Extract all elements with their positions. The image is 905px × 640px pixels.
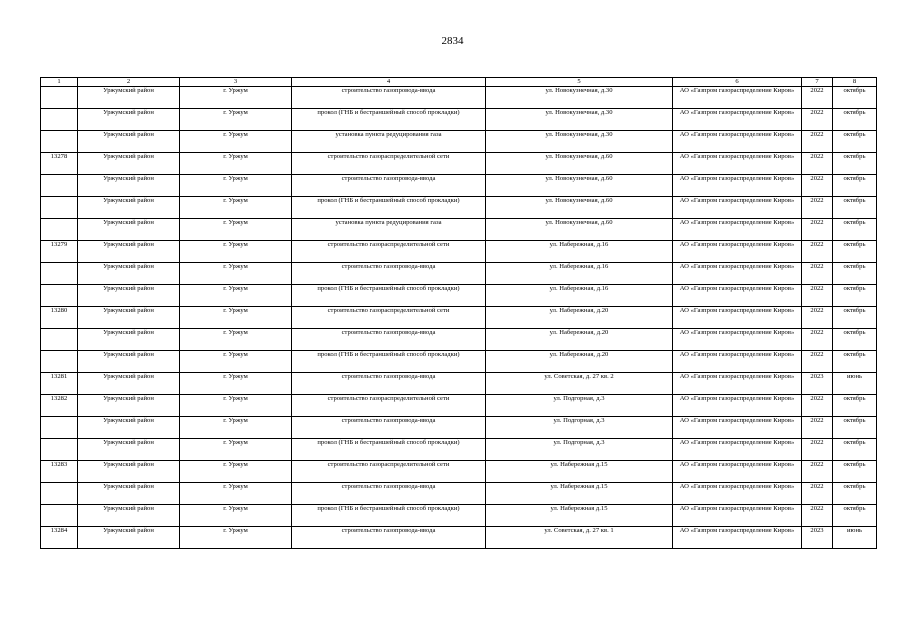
cell-organization: АО «Газпром газораспределение Киров» xyxy=(673,505,802,527)
cell-month: октябрь xyxy=(833,219,877,241)
cell-address: ул. Набережная, д.20 xyxy=(486,307,673,329)
cell-district: Уржумский район xyxy=(78,241,180,263)
cell-number xyxy=(41,483,78,505)
table-row xyxy=(41,197,877,219)
cell-number xyxy=(41,87,78,109)
column-header-7: 7 xyxy=(802,78,833,87)
cell-organization: АО «Газпром газораспределение Киров» xyxy=(673,131,802,153)
cell-address: ул. Новокузнечная, д.30 xyxy=(486,87,673,109)
cell-month: октябрь xyxy=(833,483,877,505)
table-row xyxy=(41,439,877,461)
cell-district: Уржумский район xyxy=(78,527,180,549)
column-header-3: 3 xyxy=(180,78,292,87)
cell-district: Уржумский район xyxy=(78,395,180,417)
cell-number: 13279 xyxy=(41,241,78,263)
cell-district: Уржумский район xyxy=(78,439,180,461)
cell-organization: АО «Газпром газораспределение Киров» xyxy=(673,351,802,373)
cell-locality: г. Уржум xyxy=(180,527,292,549)
cell-organization: АО «Газпром газораспределение Киров» xyxy=(673,197,802,219)
cell-work-type: прокол (ГНБ и бестраншейный способ прокладки) xyxy=(292,109,486,131)
cell-year: 2022 xyxy=(802,307,833,329)
cell-locality: г. Уржум xyxy=(180,307,292,329)
cell-organization: АО «Газпром газораспределение Киров» xyxy=(673,461,802,483)
cell-address: ул. Набережная, д.16 xyxy=(486,285,673,307)
cell-year: 2022 xyxy=(802,329,833,351)
cell-month: октябрь xyxy=(833,131,877,153)
cell-number xyxy=(41,109,78,131)
cell-work-type: строительство газопровода-ввода xyxy=(292,417,486,439)
cell-work-type: прокол (ГНБ и бестраншейный способ прокладки) xyxy=(292,285,486,307)
page-number: 2834 xyxy=(441,35,464,47)
cell-work-type: прокол (ГНБ и бестраншейный способ прокладки) xyxy=(292,439,486,461)
column-header-4: 4 xyxy=(292,78,486,87)
cell-number: 13280 xyxy=(41,307,78,329)
cell-year: 2022 xyxy=(802,439,833,461)
cell-district: Уржумский район xyxy=(78,285,180,307)
cell-organization: АО «Газпром газораспределение Киров» xyxy=(673,439,802,461)
cell-locality: г. Уржум xyxy=(180,285,292,307)
table-row xyxy=(41,285,877,307)
cell-month: октябрь xyxy=(833,197,877,219)
cell-district: Уржумский район xyxy=(78,505,180,527)
cell-district: Уржумский район xyxy=(78,329,180,351)
cell-work-type: строительство газораспределительной сети xyxy=(292,241,486,263)
cell-work-type: строительство газопровода-ввода xyxy=(292,263,486,285)
cell-number xyxy=(41,263,78,285)
cell-number xyxy=(41,329,78,351)
cell-locality: г. Уржум xyxy=(180,417,292,439)
table-row xyxy=(41,351,877,373)
cell-month: октябрь xyxy=(833,307,877,329)
cell-district: Уржумский район xyxy=(78,109,180,131)
cell-organization: АО «Газпром газораспределение Киров» xyxy=(673,395,802,417)
cell-year: 2023 xyxy=(802,527,833,549)
column-header-1: 1 xyxy=(41,78,78,87)
table-row xyxy=(41,373,877,395)
table-row xyxy=(41,329,877,351)
cell-month: октябрь xyxy=(833,263,877,285)
cell-organization: АО «Газпром газораспределение Киров» xyxy=(673,329,802,351)
cell-address: ул. Советская, д. 27 кв. 1 xyxy=(486,527,673,549)
table-row xyxy=(41,241,877,263)
column-header-2: 2 xyxy=(78,78,180,87)
cell-locality: г. Уржум xyxy=(180,153,292,175)
cell-month: октябрь xyxy=(833,505,877,527)
cell-address: ул. Новокузнечная, д.60 xyxy=(486,219,673,241)
cell-year: 2022 xyxy=(802,219,833,241)
cell-month: октябрь xyxy=(833,329,877,351)
cell-year: 2022 xyxy=(802,351,833,373)
cell-number xyxy=(41,219,78,241)
cell-locality: г. Уржум xyxy=(180,439,292,461)
cell-number xyxy=(41,285,78,307)
cell-work-type: прокол (ГНБ и бестраншейный способ прокладки) xyxy=(292,197,486,219)
cell-address: ул. Набережная, д.16 xyxy=(486,263,673,285)
cell-locality: г. Уржум xyxy=(180,175,292,197)
cell-year: 2022 xyxy=(802,417,833,439)
cell-organization: АО «Газпром газораспределение Киров» xyxy=(673,263,802,285)
cell-year: 2022 xyxy=(802,263,833,285)
cell-year: 2022 xyxy=(802,241,833,263)
cell-month: октябрь xyxy=(833,439,877,461)
cell-address: ул. Новокузнечная, д.60 xyxy=(486,153,673,175)
cell-organization: АО «Газпром газораспределение Киров» xyxy=(673,219,802,241)
table-row xyxy=(41,307,877,329)
cell-locality: г. Уржум xyxy=(180,351,292,373)
cell-address: ул. Набережная, д.20 xyxy=(486,329,673,351)
cell-month: октябрь xyxy=(833,87,877,109)
cell-number xyxy=(41,351,78,373)
cell-month: октябрь xyxy=(833,351,877,373)
cell-organization: АО «Газпром газораспределение Киров» xyxy=(673,307,802,329)
cell-organization: АО «Газпром газораспределение Киров» xyxy=(673,285,802,307)
table-row xyxy=(41,505,877,527)
cell-number xyxy=(41,197,78,219)
cell-year: 2022 xyxy=(802,285,833,307)
cell-number xyxy=(41,131,78,153)
column-header-6: 6 xyxy=(673,78,802,87)
cell-district: Уржумский район xyxy=(78,197,180,219)
cell-work-type: прокол (ГНБ и бестраншейный способ прокладки) xyxy=(292,505,486,527)
cell-year: 2022 xyxy=(802,483,833,505)
table-row xyxy=(41,131,877,153)
cell-locality: г. Уржум xyxy=(180,373,292,395)
data-table xyxy=(40,77,877,549)
cell-month: октябрь xyxy=(833,153,877,175)
cell-work-type: установка пункта редуцирования газа xyxy=(292,131,486,153)
cell-address: ул. Набережная, д.20 xyxy=(486,351,673,373)
cell-year: 2022 xyxy=(802,153,833,175)
cell-number: 13281 xyxy=(41,373,78,395)
table-row xyxy=(41,527,877,549)
cell-work-type: строительство газораспределительной сети xyxy=(292,395,486,417)
cell-year: 2022 xyxy=(802,505,833,527)
table-row xyxy=(41,175,877,197)
cell-district: Уржумский район xyxy=(78,153,180,175)
cell-number: 13284 xyxy=(41,527,78,549)
cell-district: Уржумский район xyxy=(78,461,180,483)
cell-number: 13282 xyxy=(41,395,78,417)
cell-work-type: строительство газопровода-ввода xyxy=(292,329,486,351)
cell-address: ул. Набережная д.15 xyxy=(486,483,673,505)
cell-locality: г. Уржум xyxy=(180,263,292,285)
cell-address: ул. Новокузнечная, д.60 xyxy=(486,175,673,197)
column-header-8: 8 xyxy=(833,78,877,87)
cell-district: Уржумский район xyxy=(78,307,180,329)
cell-district: Уржумский район xyxy=(78,373,180,395)
cell-month: октябрь xyxy=(833,417,877,439)
cell-work-type: строительство газопровода-ввода xyxy=(292,483,486,505)
cell-locality: г. Уржум xyxy=(180,329,292,351)
cell-district: Уржумский район xyxy=(78,219,180,241)
cell-year: 2022 xyxy=(802,175,833,197)
cell-organization: АО «Газпром газораспределение Киров» xyxy=(673,417,802,439)
cell-work-type: строительство газопровода-ввода xyxy=(292,87,486,109)
table-row xyxy=(41,153,877,175)
cell-work-type: строительство газораспределительной сети xyxy=(292,307,486,329)
table-row xyxy=(41,87,877,109)
cell-work-type: строительство газопровода-ввода xyxy=(292,175,486,197)
cell-month: октябрь xyxy=(833,461,877,483)
cell-number xyxy=(41,175,78,197)
cell-number: 13278 xyxy=(41,153,78,175)
cell-district: Уржумский район xyxy=(78,175,180,197)
cell-work-type: строительство газопровода-ввода xyxy=(292,373,486,395)
cell-organization: АО «Газпром газораспределение Киров» xyxy=(673,109,802,131)
cell-address: ул. Новокузнечная, д.30 xyxy=(486,109,673,131)
cell-number xyxy=(41,439,78,461)
cell-district: Уржумский район xyxy=(78,87,180,109)
cell-number xyxy=(41,417,78,439)
cell-district: Уржумский район xyxy=(78,351,180,373)
cell-month: октябрь xyxy=(833,175,877,197)
column-header-5: 5 xyxy=(486,78,673,87)
cell-locality: г. Уржум xyxy=(180,241,292,263)
table-header-row xyxy=(41,78,877,87)
cell-year: 2022 xyxy=(802,197,833,219)
cell-address: ул. Подгорная, д.3 xyxy=(486,417,673,439)
cell-month: октябрь xyxy=(833,395,877,417)
table-row xyxy=(41,483,877,505)
cell-month: октябрь xyxy=(833,241,877,263)
table-row xyxy=(41,219,877,241)
cell-month: октябрь xyxy=(833,285,877,307)
cell-organization: АО «Газпром газораспределение Киров» xyxy=(673,175,802,197)
table-body xyxy=(41,87,877,549)
cell-organization: АО «Газпром газораспределение Киров» xyxy=(673,527,802,549)
cell-organization: АО «Газпром газораспределение Киров» xyxy=(673,241,802,263)
cell-locality: г. Уржум xyxy=(180,131,292,153)
cell-district: Уржумский район xyxy=(78,483,180,505)
cell-locality: г. Уржум xyxy=(180,219,292,241)
cell-year: 2022 xyxy=(802,461,833,483)
cell-locality: г. Уржум xyxy=(180,461,292,483)
cell-address: ул. Набережная д.15 xyxy=(486,461,673,483)
cell-address: ул. Набережная, д.16 xyxy=(486,241,673,263)
cell-address: ул. Подгорная, д.3 xyxy=(486,395,673,417)
cell-address: ул. Новокузнечная, д.30 xyxy=(486,131,673,153)
table-row xyxy=(41,263,877,285)
cell-month: июнь xyxy=(833,373,877,395)
cell-address: ул. Новокузнечная, д.60 xyxy=(486,197,673,219)
cell-district: Уржумский район xyxy=(78,263,180,285)
cell-year: 2022 xyxy=(802,87,833,109)
table-row xyxy=(41,417,877,439)
cell-locality: г. Уржум xyxy=(180,483,292,505)
cell-locality: г. Уржум xyxy=(180,505,292,527)
cell-work-type: строительство газораспределительной сети xyxy=(292,461,486,483)
cell-month: июнь xyxy=(833,527,877,549)
cell-number xyxy=(41,505,78,527)
cell-locality: г. Уржум xyxy=(180,87,292,109)
cell-locality: г. Уржум xyxy=(180,109,292,131)
cell-work-type: строительство газораспределительной сети xyxy=(292,153,486,175)
cell-locality: г. Уржум xyxy=(180,395,292,417)
cell-organization: АО «Газпром газораспределение Киров» xyxy=(673,483,802,505)
cell-address: ул. Советская, д. 27 кв. 2 xyxy=(486,373,673,395)
table-row xyxy=(41,461,877,483)
cell-district: Уржумский район xyxy=(78,131,180,153)
cell-number: 13283 xyxy=(41,461,78,483)
cell-year: 2022 xyxy=(802,395,833,417)
cell-month: октябрь xyxy=(833,109,877,131)
cell-work-type: прокол (ГНБ и бестраншейный способ прокладки) xyxy=(292,351,486,373)
cell-year: 2022 xyxy=(802,109,833,131)
cell-year: 2023 xyxy=(802,373,833,395)
table-row xyxy=(41,395,877,417)
cell-work-type: строительство газопровода-ввода xyxy=(292,527,486,549)
cell-organization: АО «Газпром газораспределение Киров» xyxy=(673,153,802,175)
cell-organization: АО «Газпром газораспределение Киров» xyxy=(673,373,802,395)
cell-address: ул. Подгорная, д.3 xyxy=(486,439,673,461)
cell-address: ул. Набережная д.15 xyxy=(486,505,673,527)
cell-locality: г. Уржум xyxy=(180,197,292,219)
table-row xyxy=(41,109,877,131)
cell-district: Уржумский район xyxy=(78,417,180,439)
cell-work-type: установка пункта редуцирования газа xyxy=(292,219,486,241)
cell-organization: АО «Газпром газораспределение Киров» xyxy=(673,87,802,109)
cell-year: 2022 xyxy=(802,131,833,153)
